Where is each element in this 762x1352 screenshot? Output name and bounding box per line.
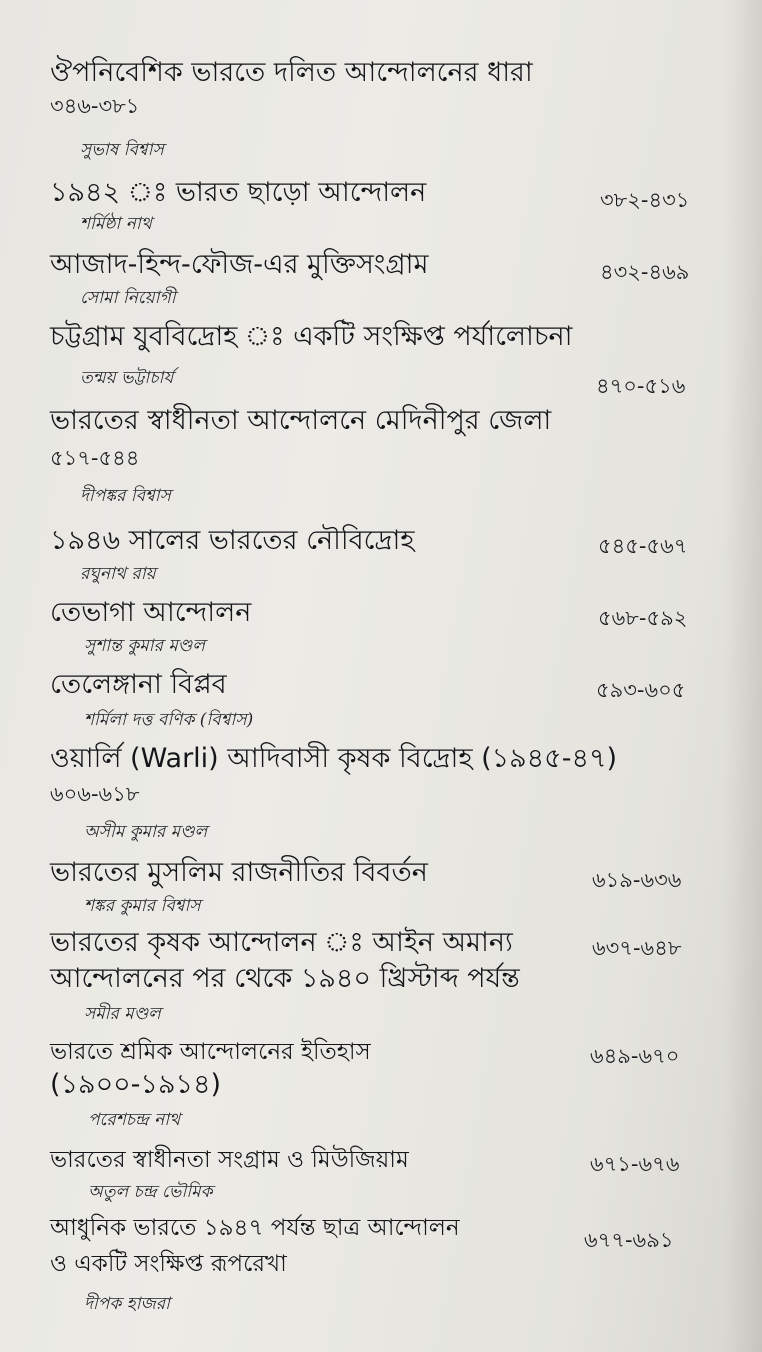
chapter-title: ভারতের স্বাধীনতা সংগ্রাম ও মিউজিয়াম [50,1147,409,1173]
page-range: ৬৪৯-৬৭০ [590,1044,680,1068]
chapter-author: শর্মিলা দত্ত বণিক (বিশ্বাস) [84,710,254,730]
chapter-title: ভারতের কৃষক আন্দোলন ঃ আইন অমান্য [50,927,513,958]
page-range: ৩৮২-৪৩১ [600,188,690,212]
chapter-author: সমীর মণ্ডল [84,1004,161,1024]
chapter-title: ভারতে শ্রমিক আন্দোলনের ইতিহাস [50,1039,371,1065]
chapter-title: ভারতের মুসলিম রাজনীতির বিবর্তন [50,857,428,888]
page-range: ৩৪৬-৩৮১ [50,94,140,118]
chapter-title-continued: (১৯০০-১৯১৪) [50,1069,222,1100]
chapter-author: শঙ্কর কুমার বিশ্বাস [84,896,201,916]
page-edge-shadow [724,0,762,1352]
chapter-author: দীপক হাজরা [84,1294,170,1314]
chapter-title: তেভাগা আন্দোলন [50,597,252,628]
chapter-author: রঘুনাথ রায় [80,564,156,584]
page-range: ৬৭৭-৬৯১ [584,1228,674,1252]
page-range: ৫৬৮-৫৯২ [598,606,688,630]
chapter-author: সোমা নিয়োগী [80,288,176,308]
chapter-author: সুশান্ত কুমার মণ্ডল [84,636,205,656]
chapter-title: আজাদ-হিন্দ-ফৌজ-এর মুক্তিসংগ্রাম [50,249,429,280]
page-range: ৫৪৫-৫৬৭ [598,534,688,558]
chapter-author: অসীম কুমার মণ্ডল [84,822,208,842]
chapter-title: তেলেঙ্গানা বিপ্লব [50,669,227,700]
page-range: ৬০৬-৬১৮ [50,782,140,806]
page-range: ৫৯৩-৬০৫ [596,678,686,702]
chapter-author: সুভাষ বিশ্বাস [80,140,164,160]
chapter-author: দীপঙ্কর বিশ্বাস [80,486,171,506]
page-range: ৬৩৭-৬৪৮ [592,936,682,960]
chapter-title: ১৯৪৬ সালের ভারতের নৌবিদ্রোহ [50,525,415,556]
chapter-author: শর্মিষ্ঠা নাথ [80,214,152,234]
chapter-title: আধুনিক ভারতে ১৯৪৭ পর্যন্ত ছাত্র আন্দোলন [50,1215,460,1241]
chapter-title: ওয়ার্লি (Warli) আদিবাসী কৃষক বিদ্রোহ (১৯৪৫-৪৭) [50,743,618,774]
chapter-author: তন্ময় ভট্টাচার্য [80,368,174,388]
page-range: ৬৭১-৬৭৬ [590,1152,680,1176]
chapter-title: চট্টগ্রাম যুববিদ্রোহ ঃ একটি সংক্ষিপ্ত পর্যালোচনা [50,321,573,352]
chapter-title-continued: ও একটি সংক্ষিপ্ত রূপরেখা [50,1251,287,1277]
page-range: ৪৭০-৫১৬ [596,374,686,398]
chapter-author: অতুল চন্দ্র ভৌমিক [88,1182,213,1202]
chapter-title: ভারতের স্বাধীনতা আন্দোলনে মেদিনীপুর জেলা [50,405,552,436]
chapter-title: ঔপনিবেশিক ভারতে দলিত আন্দোলনের ধারা [50,57,533,88]
page-range: ৫১৭-৫৪৪ [50,446,140,470]
chapter-author: পরেশচন্দ্র নাথ [88,1110,181,1130]
page-range: ৪৩২-৪৬৯ [600,260,690,284]
chapter-title: ১৯৪২ ঃ ভারত ছাড়ো আন্দোলন [50,177,427,208]
page-range: ৬১৯-৬৩৬ [592,868,682,892]
chapter-title-continued: আন্দোলনের পর থেকে ১৯৪০ খ্রিস্টাব্দ পর্যন্ত [50,963,520,994]
